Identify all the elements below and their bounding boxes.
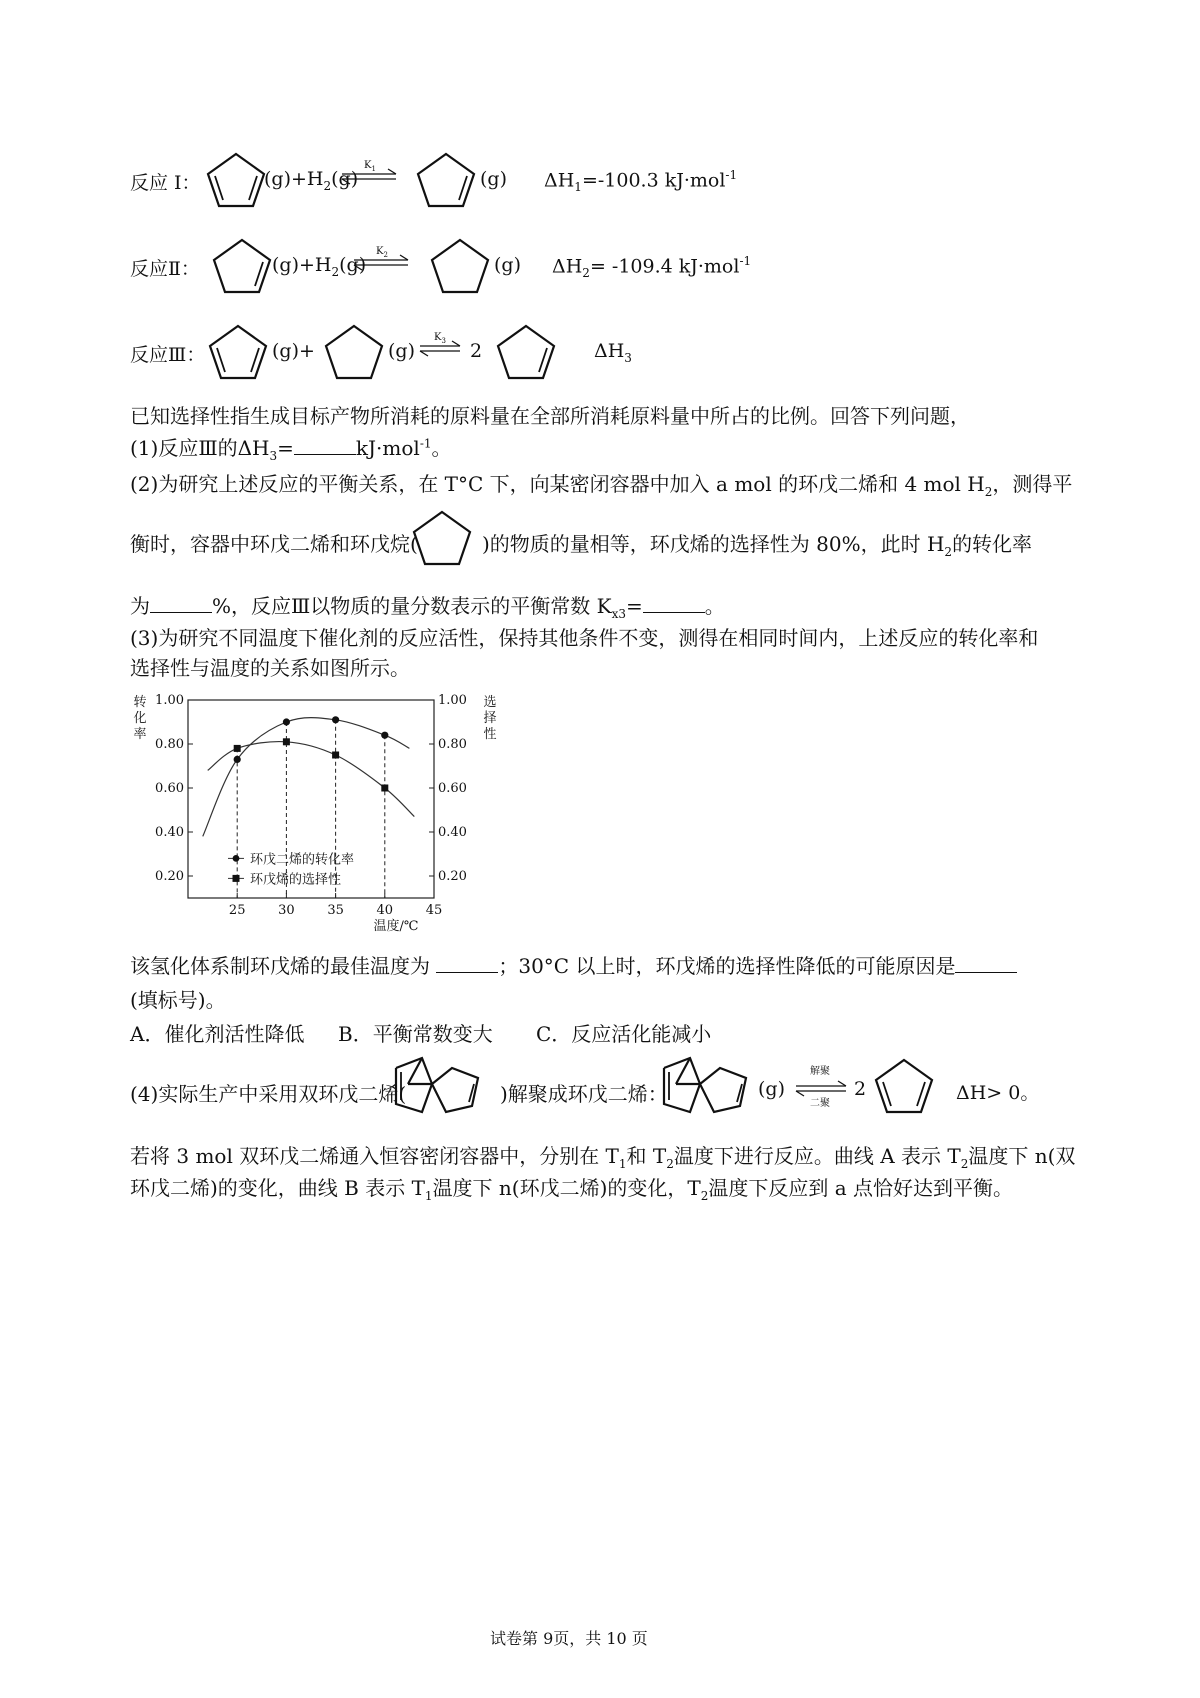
question-3-after-line-1: 该氢化体系制环戊烯的最佳温度为 ；30°C 以上时，环戊烯的选择性降低的可能原因是	[130, 950, 1017, 979]
reaction-3-label: 反应Ⅲ：	[130, 344, 206, 366]
data-point-conversion	[234, 756, 241, 763]
data-point-conversion	[381, 732, 388, 739]
question-1: (1)反应Ⅲ的$\Delta H_3= kJ\cdot mol^{-1}$。	[130, 436, 452, 463]
reaction-3-state: (g)	[388, 340, 415, 362]
y-tick-label-left: 0.20	[155, 869, 184, 884]
reaction-2-reactants: $(g)+H_2(g)$	[272, 254, 367, 279]
cyclopentene-structure	[494, 322, 558, 382]
question-4-line-1a: (4)实际生产中采用双环戊二烯(	[130, 1082, 407, 1106]
x-tick-label: 40	[376, 903, 394, 918]
answer-blank[interactable]	[436, 971, 498, 973]
cyclopentadiene-structure	[206, 322, 270, 382]
question-4-line-2: 若将 3 mol 双环戊二烯通入恒容密闭容器中，分别在 $T_1$和 $T_2$温度下进行反应。曲线 A 表示 $T_2$温度下 n(双	[130, 1144, 1076, 1171]
y-tick-label-right: 0.20	[438, 869, 467, 884]
data-point-selectivity	[283, 738, 290, 745]
y-axis-title-left-char: 率	[133, 727, 147, 742]
y-tick-label-left: 1.00	[155, 693, 184, 708]
y-tick-label-left: 0.80	[155, 737, 184, 752]
question-4-line-1b: )解聚成环戊二烯：	[500, 1082, 668, 1106]
reaction-3-coefficient: 2	[470, 340, 483, 362]
reaction-2-enthalpy: $\Delta H_2= -109.4$ kJ·mol$^{-1}$	[552, 254, 752, 281]
reaction-2-product-state: (g)	[494, 254, 521, 276]
data-point-conversion	[332, 716, 339, 723]
cyclopentene-structure	[210, 236, 274, 296]
legend-marker	[233, 855, 240, 862]
question-4-line-3: 环戊二烯)的变化，曲线 B 表示 $T_1$温度下 n(环戊二烯)的变化，$T_2$温度下反应到 a 点恰好达到平衡。	[130, 1176, 1014, 1203]
reaction-3-enthalpy: $\Delta H_3$	[594, 340, 632, 365]
k1-label: $K_1$	[364, 160, 376, 173]
option-b[interactable]: B．平衡常数变大	[338, 1022, 493, 1046]
option-a[interactable]: A．催化剂活性降低	[130, 1022, 305, 1046]
data-point-conversion	[283, 718, 290, 725]
reaction-2-label: 反应Ⅱ：	[130, 258, 200, 280]
y-axis-title-right-char: 性	[483, 727, 497, 742]
intro-text: 已知选择性指生成目标产物所消耗的原料量在全部所消耗原料量中所占的比例。回答下列问题，	[130, 404, 970, 428]
answer-blank[interactable]	[294, 453, 356, 455]
cyclopentene-structure	[414, 150, 478, 210]
series-line	[203, 718, 410, 837]
page-footer: 试卷第 9页，共 10 页	[490, 1629, 648, 1648]
question-4-coefficient: 2	[854, 1078, 867, 1100]
question-4-state: (g)	[758, 1078, 785, 1100]
data-point-selectivity	[332, 752, 339, 759]
data-point-selectivity	[234, 745, 241, 752]
reaction-1-label: 反应 I：	[130, 172, 201, 194]
data-point-selectivity	[381, 785, 388, 792]
x-tick-label: 30	[278, 903, 295, 918]
y-tick-label-right: 0.80	[438, 737, 467, 752]
answer-blank[interactable]	[643, 611, 705, 613]
x-tick-label: 45	[425, 903, 443, 918]
question-2-line-3: 为 %，反应Ⅲ以物质的量分数表示的平衡常数 $K_{x3}=$ 。	[130, 594, 725, 621]
k2-label: $K_2$	[376, 246, 388, 259]
question-2-line-2a: 衡时，容器中环戊二烯和环戊烷(	[130, 532, 418, 556]
cyclopentane-structure	[410, 508, 474, 568]
y-tick-label-left: 0.40	[155, 825, 184, 840]
y-axis-title-left-char: 转	[133, 695, 147, 710]
reaction-1-product-state: (g)	[480, 168, 507, 190]
x-tick-label: 25	[228, 903, 246, 918]
cyclopentadiene-structure	[872, 1056, 936, 1116]
reaction-1-enthalpy: $\Delta H_1=-100.3$ kJ·mol$^{-1}$	[544, 168, 738, 195]
answer-blank[interactable]	[150, 611, 212, 613]
question-3-after-line-2: (填标号)。	[130, 988, 226, 1012]
dicyclopentadiene-structure	[388, 1054, 498, 1120]
question-2-line-2b: )的物质的量相等，环戊烯的选择性为 80%，此时 $H_2$的转化率	[482, 532, 1033, 559]
dicyclopentadiene-structure	[656, 1054, 756, 1120]
y-axis-title-right-char: 选	[483, 695, 497, 710]
x-axis-title: 温度/℃	[373, 919, 419, 934]
question-3-line-2: 选择性与温度的关系如图所示。	[130, 656, 410, 680]
y-tick-label-left: 0.60	[155, 781, 184, 796]
reaction-3-plus: (g)+	[272, 340, 315, 362]
answer-blank[interactable]	[955, 971, 1017, 973]
cyclopentadiene-structure	[204, 150, 268, 210]
legend-label: 环戊烯的选择性	[250, 872, 342, 888]
cyclopentane-structure	[428, 236, 492, 296]
series-line	[208, 742, 415, 817]
conversion-selectivity-chart	[128, 688, 497, 938]
k3-label: $K_3$	[434, 332, 446, 345]
y-tick-label-right: 0.60	[438, 781, 467, 796]
question-3-line-1: (3)为研究不同温度下催化剂的反应活性，保持其他条件不变，测得在相同时间内，上述反应的转化率和	[130, 626, 1039, 650]
y-axis-title-left-char: 化	[133, 711, 147, 726]
reaction-1-reactants: $(g)+H_2(g)$	[264, 168, 359, 193]
y-tick-label-right: 1.00	[438, 693, 467, 708]
question-2-line-1: (2)为研究上述反应的平衡关系，在 T°C 下，向某密闭容器中加入 a mol 的环戊二烯和 4 mol $H_2$，测得平	[130, 472, 1073, 499]
dimerize-label: 二聚	[810, 1098, 830, 1109]
y-tick-label-right: 0.40	[438, 825, 467, 840]
legend-label: 环戊二烯的转化率	[250, 852, 355, 868]
y-axis-title-right-char: 择	[483, 711, 497, 726]
x-tick-label: 35	[327, 903, 344, 918]
depolymerize-label: 解聚	[810, 1066, 830, 1077]
legend-marker	[233, 875, 240, 882]
cyclopentane-structure	[322, 322, 386, 382]
option-c[interactable]: C．反应活化能减小	[536, 1022, 712, 1046]
question-4-enthalpy: ΔH> 0。	[956, 1082, 1040, 1104]
